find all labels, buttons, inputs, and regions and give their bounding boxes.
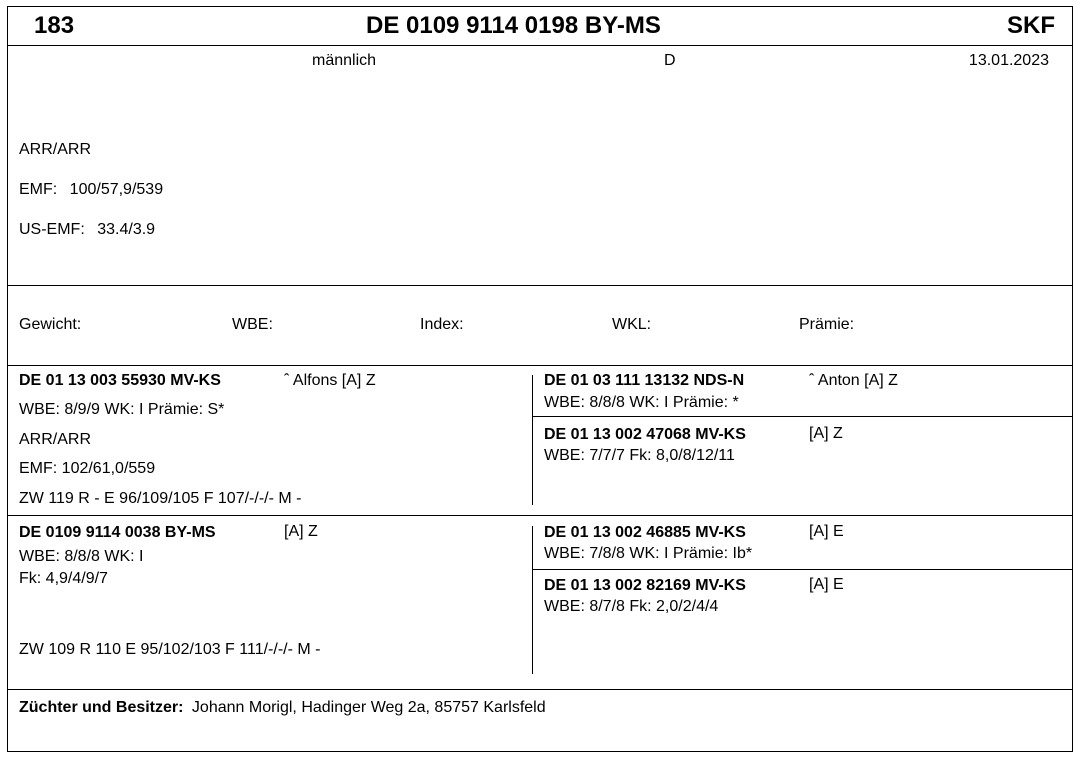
sire-dam-scores: WBE: 7/7/7 Fk: 8,0/8/12/11	[544, 447, 735, 464]
animal-emf	[19, 181, 163, 199]
premium-label: Prämie:	[799, 316, 855, 333]
dam-scores: WBE: 8/8/8 WK: I	[19, 548, 144, 565]
index-label: Index:	[420, 316, 464, 333]
frame-bottom	[7, 751, 1073, 752]
breeder-owner	[19, 699, 546, 717]
sire-dam-id: DE 01 13 002 47068 MV-KS	[544, 426, 746, 443]
wkl-label: WKL:	[612, 316, 652, 333]
breed: SKF	[1007, 12, 1055, 39]
frame-right	[1072, 45, 1073, 751]
dam-name: [A] Z	[284, 523, 318, 540]
sire-scores: WBE: 8/9/9 WK: I Prämie: S*	[19, 401, 225, 418]
animal-us-emf	[19, 221, 155, 239]
sire-id: DE 01 13 003 55930 MV-KS	[19, 372, 221, 389]
dam-dam-name: [A] E	[809, 576, 844, 593]
sire-sire-scores: WBE: 8/8/8 WK: I Prämie: *	[544, 394, 739, 411]
dam-sire-id: DE 01 13 002 46885 MV-KS	[544, 524, 746, 541]
us-emf-value: 33.4/3.9	[97, 221, 156, 238]
us-emf-label: US-EMF:	[19, 221, 85, 238]
dam-fk: Fk: 4,9/4/9/7	[19, 570, 108, 587]
dam-sire-name: [A] E	[809, 523, 844, 540]
registration-number: DE 0109 9114 0198 BY-MS	[366, 12, 661, 39]
sire-emf: EMF: 102/61,0/559	[19, 460, 156, 477]
emf-value: 100/57,9/539	[69, 181, 164, 198]
dam-zw: ZW 109 R 110 E 95/102/103 F 111/-/-/- M -	[19, 641, 321, 658]
catalog-number: 183	[34, 12, 75, 39]
sire-sire-name: ˆ Anton [A] Z	[809, 372, 898, 389]
sire-name: ˆ Alfons [A] Z	[284, 372, 376, 389]
wbe-label: WBE:	[232, 316, 273, 333]
section-divider-1	[7, 285, 1073, 286]
dam-id: DE 0109 9114 0038 BY-MS	[19, 524, 216, 541]
section-divider-4	[7, 689, 1073, 690]
animal-genotype: ARR/ARR	[19, 141, 92, 158]
breeder-value: Johann Morigl, Hadinger Weg 2a, 85757 Karlsfeld	[191, 699, 546, 716]
emf-label: EMF:	[19, 181, 58, 198]
dam-sub-divider	[533, 569, 1073, 570]
animal-country: D	[664, 52, 676, 69]
sire-vertical-divider	[532, 375, 533, 505]
animal-sex: männlich	[312, 52, 377, 69]
weight-label: Gewicht:	[19, 316, 82, 333]
breeder-label: Züchter und Besitzer:	[19, 699, 184, 716]
dam-vertical-divider	[532, 526, 533, 674]
dam-dam-id: DE 01 13 002 82169 MV-KS	[544, 577, 746, 594]
section-divider-2	[7, 365, 1073, 366]
sire-sire-id: DE 01 03 111 13132 NDS-N	[544, 372, 745, 389]
dam-sire-scores: WBE: 7/8/8 WK: I Prämie: Ib*	[544, 545, 753, 562]
section-divider-3	[7, 515, 1073, 516]
sire-genotype: ARR/ARR	[19, 431, 92, 448]
animal-date: 13.01.2023	[968, 52, 1049, 69]
sire-zw: ZW 119 R - E 96/109/105 F 107/-/-/- M -	[19, 490, 302, 507]
sire-sub-divider	[533, 416, 1073, 417]
dam-dam-scores: WBE: 8/7/8 Fk: 2,0/2/4/4	[544, 598, 719, 615]
frame-left	[7, 45, 8, 751]
sire-dam-name: [A] Z	[809, 425, 843, 442]
